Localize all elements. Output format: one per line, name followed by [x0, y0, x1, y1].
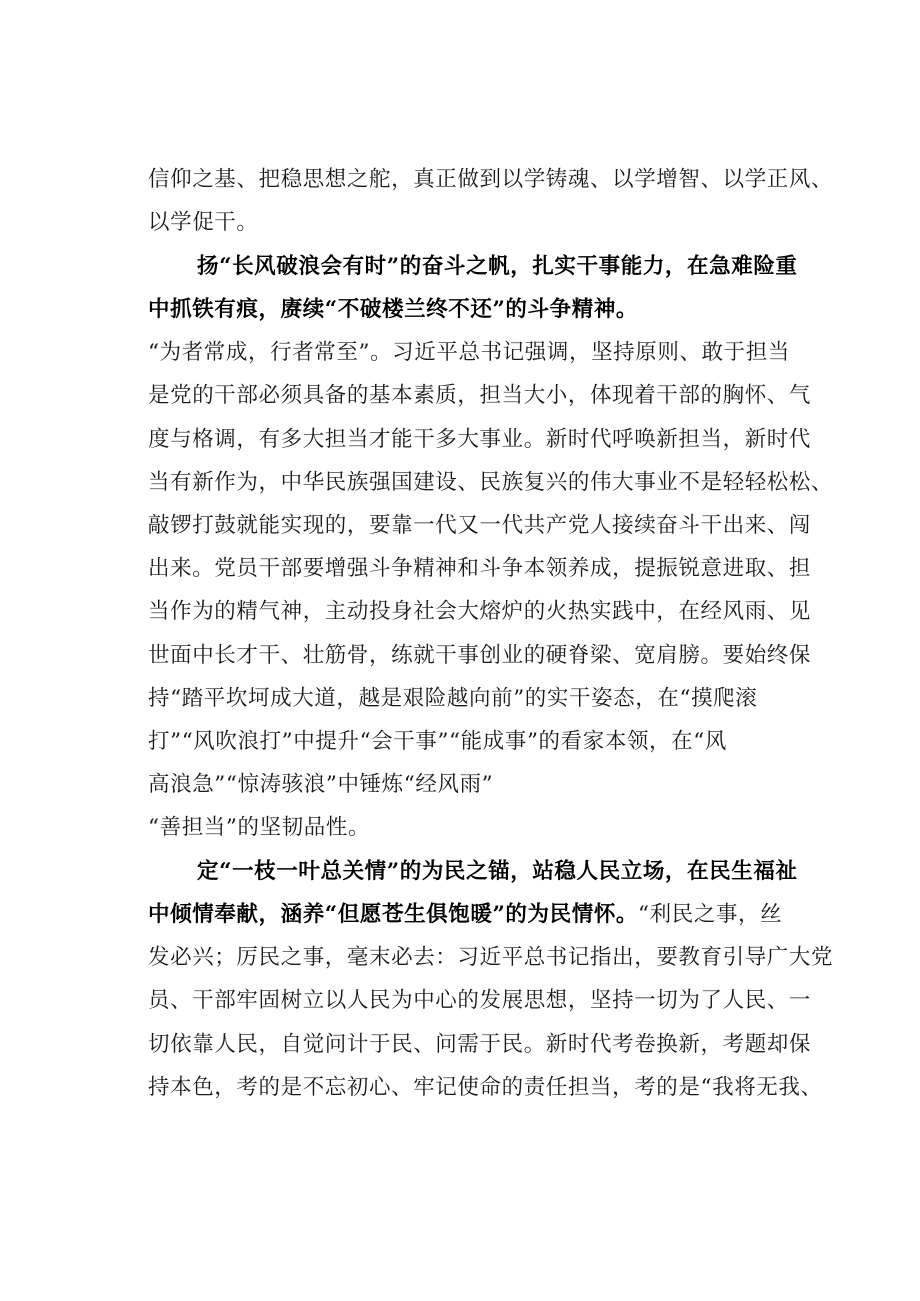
text-line: 当有新作为，中华民族强国建设、民族复兴的伟大事业不是轻轻松松、	[148, 470, 834, 495]
mixed-heading-line	[148, 900, 828, 930]
text-line: 持“踏平坎坷成大道，越是艰险越向前”的实干姿态，在“摸爬滚	[148, 686, 758, 711]
text-line: 是党的干部必须具备的基本素质，担当大小，体现着干部的胸怀、气	[148, 383, 812, 408]
text-line: 打”“风吹浪打”中提升“会干事”“能成事”的看家本领，在“风	[148, 729, 727, 754]
section-heading-line: 中抓铁有痕，赓续“不破楼兰终不还”的斗争精神。	[148, 297, 639, 322]
text-line: 当作为的精气神，主动投身社会大熔炉的火热实践中，在经风雨、见	[148, 599, 812, 624]
text-line: 以学促干。	[148, 210, 259, 235]
text-line: 世面中长才干、壮筋骨，练就干事创业的硬脊梁、宽肩膀。要始终保	[148, 643, 812, 668]
text-line: “善担当”的坚韧品性。	[148, 815, 371, 840]
section-heading-line: 扬“长风破浪会有时”的奋斗之帆，扎实干事能力，在急难险重	[197, 254, 798, 279]
text-line: “为者常成，行者常至”。习近平总书记强调，坚持原则、敢于担当	[148, 340, 790, 365]
text-line: 发必兴；厉民之事，毫末必去：习近平总书记指出，要教育引导广大党	[148, 945, 834, 970]
section-heading-line: 定“一枝一叶总关情”的为民之锚，站稳人民立场，在民生福祉	[197, 859, 798, 884]
text-line: 持本色，考的是不忘初心、牢记使命的责任担当，考的是“我将无我、	[148, 1075, 823, 1100]
text-line: 员、干部牢固树立以人民为中心的发展思想，坚持一切为了人民、一	[148, 988, 812, 1013]
text-line: 出来。党员干部要增强斗争精神和斗争本领养成，提振锐意进取、担	[148, 556, 812, 581]
text-line: 高浪急”“惊涛骇浪”中锤炼“经风雨”	[148, 772, 494, 797]
text-line: 度与格调，有多大担当才能干多大事业。新时代呼唤新担当，新时代	[148, 427, 812, 452]
text-fragment: “利民之事，丝	[638, 902, 783, 927]
section-heading-fragment: 中倾情奉献，涵养“但愿苍生俱饱暖”的为民情怀。	[148, 902, 639, 927]
text-line: 切依靠人民，自觉问计于民、问需于民。新时代考卷换新，考题却保	[148, 1032, 812, 1057]
text-line: 信仰之基、把稳思想之舵，真正做到以学铸魂、以学增智、以学正风、	[148, 167, 834, 192]
text-line: 敲锣打鼓就能实现的，要靠一代又一代共产党人接续奋斗干出来、闯	[148, 513, 812, 538]
